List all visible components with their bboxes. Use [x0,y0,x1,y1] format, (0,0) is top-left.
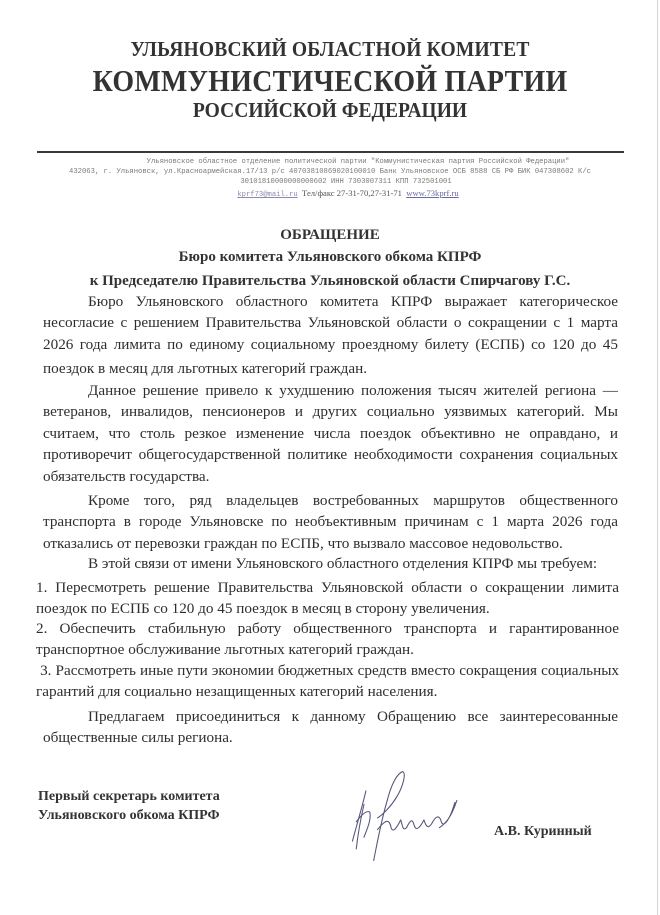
signer-position [38,787,220,825]
document-title: ОБРАЩЕНИЕ [280,227,380,243]
paragraph-4: В этой связи от имени Ульяновского областного отделения КПРФ мы требуем: [88,555,598,572]
signature-stroke-4 [378,801,457,830]
org-name-line2: КОММУНИСТИЧЕСКОЙ ПАРТИИ [92,63,568,98]
page-edge-line [657,0,658,915]
closing-paragraph: Предлагаем присоединиться к данному Обращению все заинтересованные общественные силы региона. [43,708,618,747]
signer-position-line1: Первый секретарь комитета [38,789,220,804]
letterhead-details-line2: 432063, г. Ульяновск, ул.Красноармейская.17/13 р/с 40703810869020100010 Банк Ульяновское ОСБ 8588 СБ РФ БИК 047308602 К/с [69,168,591,176]
document-subtitle: Бюро комитета Ульяновского обкома КПРФ [178,249,482,265]
email-link[interactable]: kprf73@mail.ru [237,191,298,199]
phone-fax: Тел/факс 27-31-70,27-31-71 [302,188,402,198]
document-addressee: к Председателю Правительства Ульяновской области Спирчагову Г.С. [89,273,571,289]
letterhead-details-line1: Ульяновское областное отделение политической партии "Коммунистическая партия Российской Федерации" [146,158,570,166]
letterhead-divider [37,151,624,153]
signature-stroke-3 [374,772,405,861]
org-name-line3: РОССИЙСКОЙ ФЕДЕРАЦИИ [192,98,468,122]
signer-position-line2: Ульяновского обкома КПРФ [38,808,220,823]
paragraph-2: Данное решение привело к ухудшению положения тысяч жителей региона — ветеранов, инвалидов, пенсионеров и других социально уязвимых категорий. Мы считаем, что столь резкое изменение числа поездок объективно не оправдано, и противоречит общегосударственной политике необходимости сохранения социальных обязательств государства. [43,382,618,485]
demand-item-1: 1. Пересмотреть решение Правительства Ульяновской области о сокращении лимита поездок по ЕСПБ со 120 до 45 поездок в месяц в сторону увеличения. [36,579,619,618]
letterhead-details-line3: 30101810000000000602 ИНН 7303007311 КПП 732501001 [240,178,452,186]
org-name-line1: УЛЬЯНОВСКИЙ ОБЛАСТНОЙ КОМИТЕТ [130,37,530,61]
signature-stroke-1 [352,791,366,849]
demand-item-2: 2. Обеспечить стабильную работу общественного транспорта и гарантированное транспортное обслуживание льготных категорий граждан. [36,620,619,659]
paragraph-1-main: Бюро Ульяновского областного комитета КПРФ выражает категорическое несогласие с решением Правительства Ульяновской области о сокращении с 1 марта 2026 года лимита по единому социальному проездному билету (ЕСПБ) со 120 до 45 [43,293,618,353]
paragraph-3: Кроме того, ряд владельцев востребованных маршрутов общественного транспорта в городе Ульяновске по необъективным причинам с 1 марта 2026 года отказались от перевозки граждан по ЕСПБ, что вызвало массовое недовольство. [43,492,618,552]
handwritten-signature [335,762,480,872]
paragraph-1-tail: поездок в месяц для льготных категорий граждан. [43,360,368,378]
letterhead-contacts [18,188,660,199]
signer-name: А.В. Куринный [494,824,592,839]
website-link[interactable]: www.73kprf.ru [406,188,459,198]
demand-item-3: 3. Рассмотреть иные пути экономии бюджетных средств вместо сокращения социальных гарантий для социально незащищенных категорий населения. [36,662,623,701]
paragraph-1 [43,291,618,380]
